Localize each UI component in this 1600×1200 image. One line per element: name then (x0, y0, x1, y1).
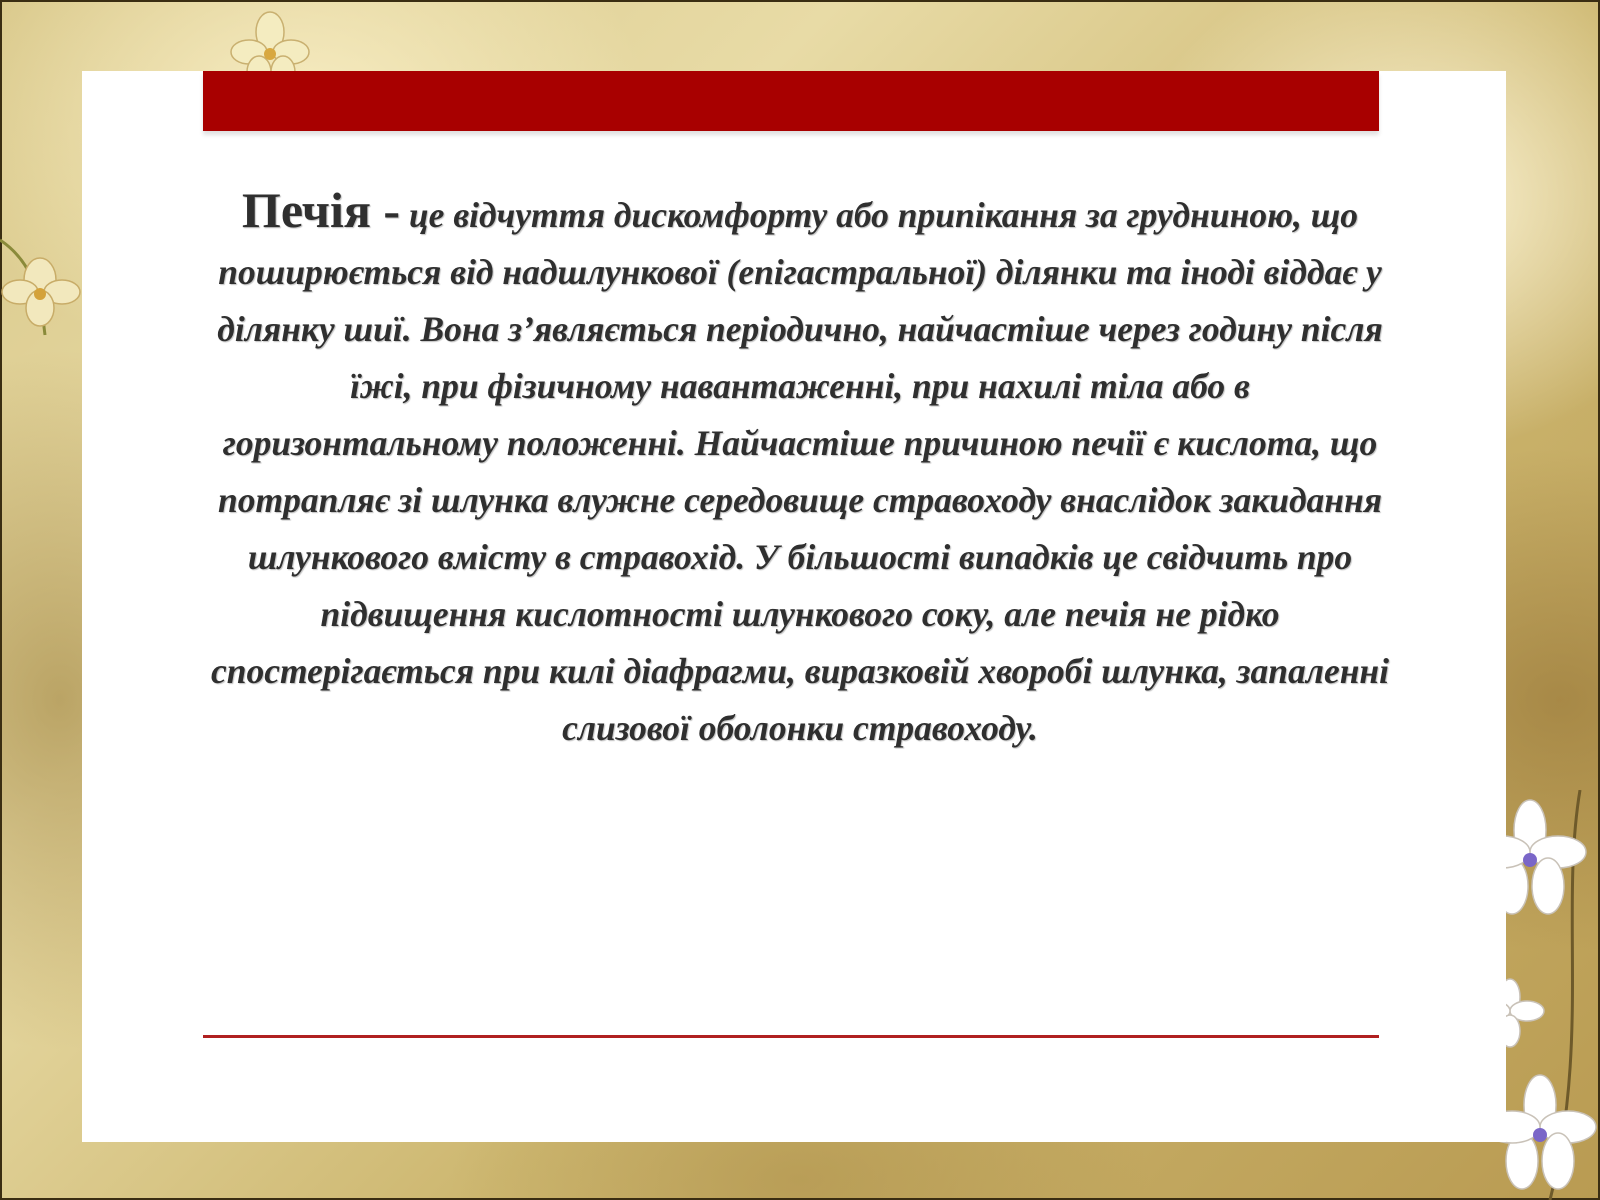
bottom-divider (203, 1035, 1379, 1038)
term-heading: Печія - (241, 182, 401, 238)
flower-icon-left (0, 230, 85, 340)
definition-text: це відчуття дискомфорту або припікання за грудниною, що поширюється від надшлункової (епігастральної) ділянки та іноді віддає у ділянку шиї. Вона з’являється періодично, найчастіше через годину після їжі, при фізичному навантаженні, при нахилі тіла або в горизонтальному положенні. Найчастіше причиною печії є кислота, що потрапляє зі шлунка влужне середовище стравоходу внаслідок закидання шлункового вмісту в стравохід. У більшості випадків це свідчить про підвищення кислотності шлункового соку, але печія не рідко спостерігається при килі діафрагми, виразковій хворобі шлунка, запаленні слизової оболонки стравоходу. (210, 195, 1389, 748)
flower-icon-bottom-right (1490, 790, 1600, 1200)
title-accent-bar (203, 71, 1379, 131)
definition-paragraph (210, 182, 1390, 757)
